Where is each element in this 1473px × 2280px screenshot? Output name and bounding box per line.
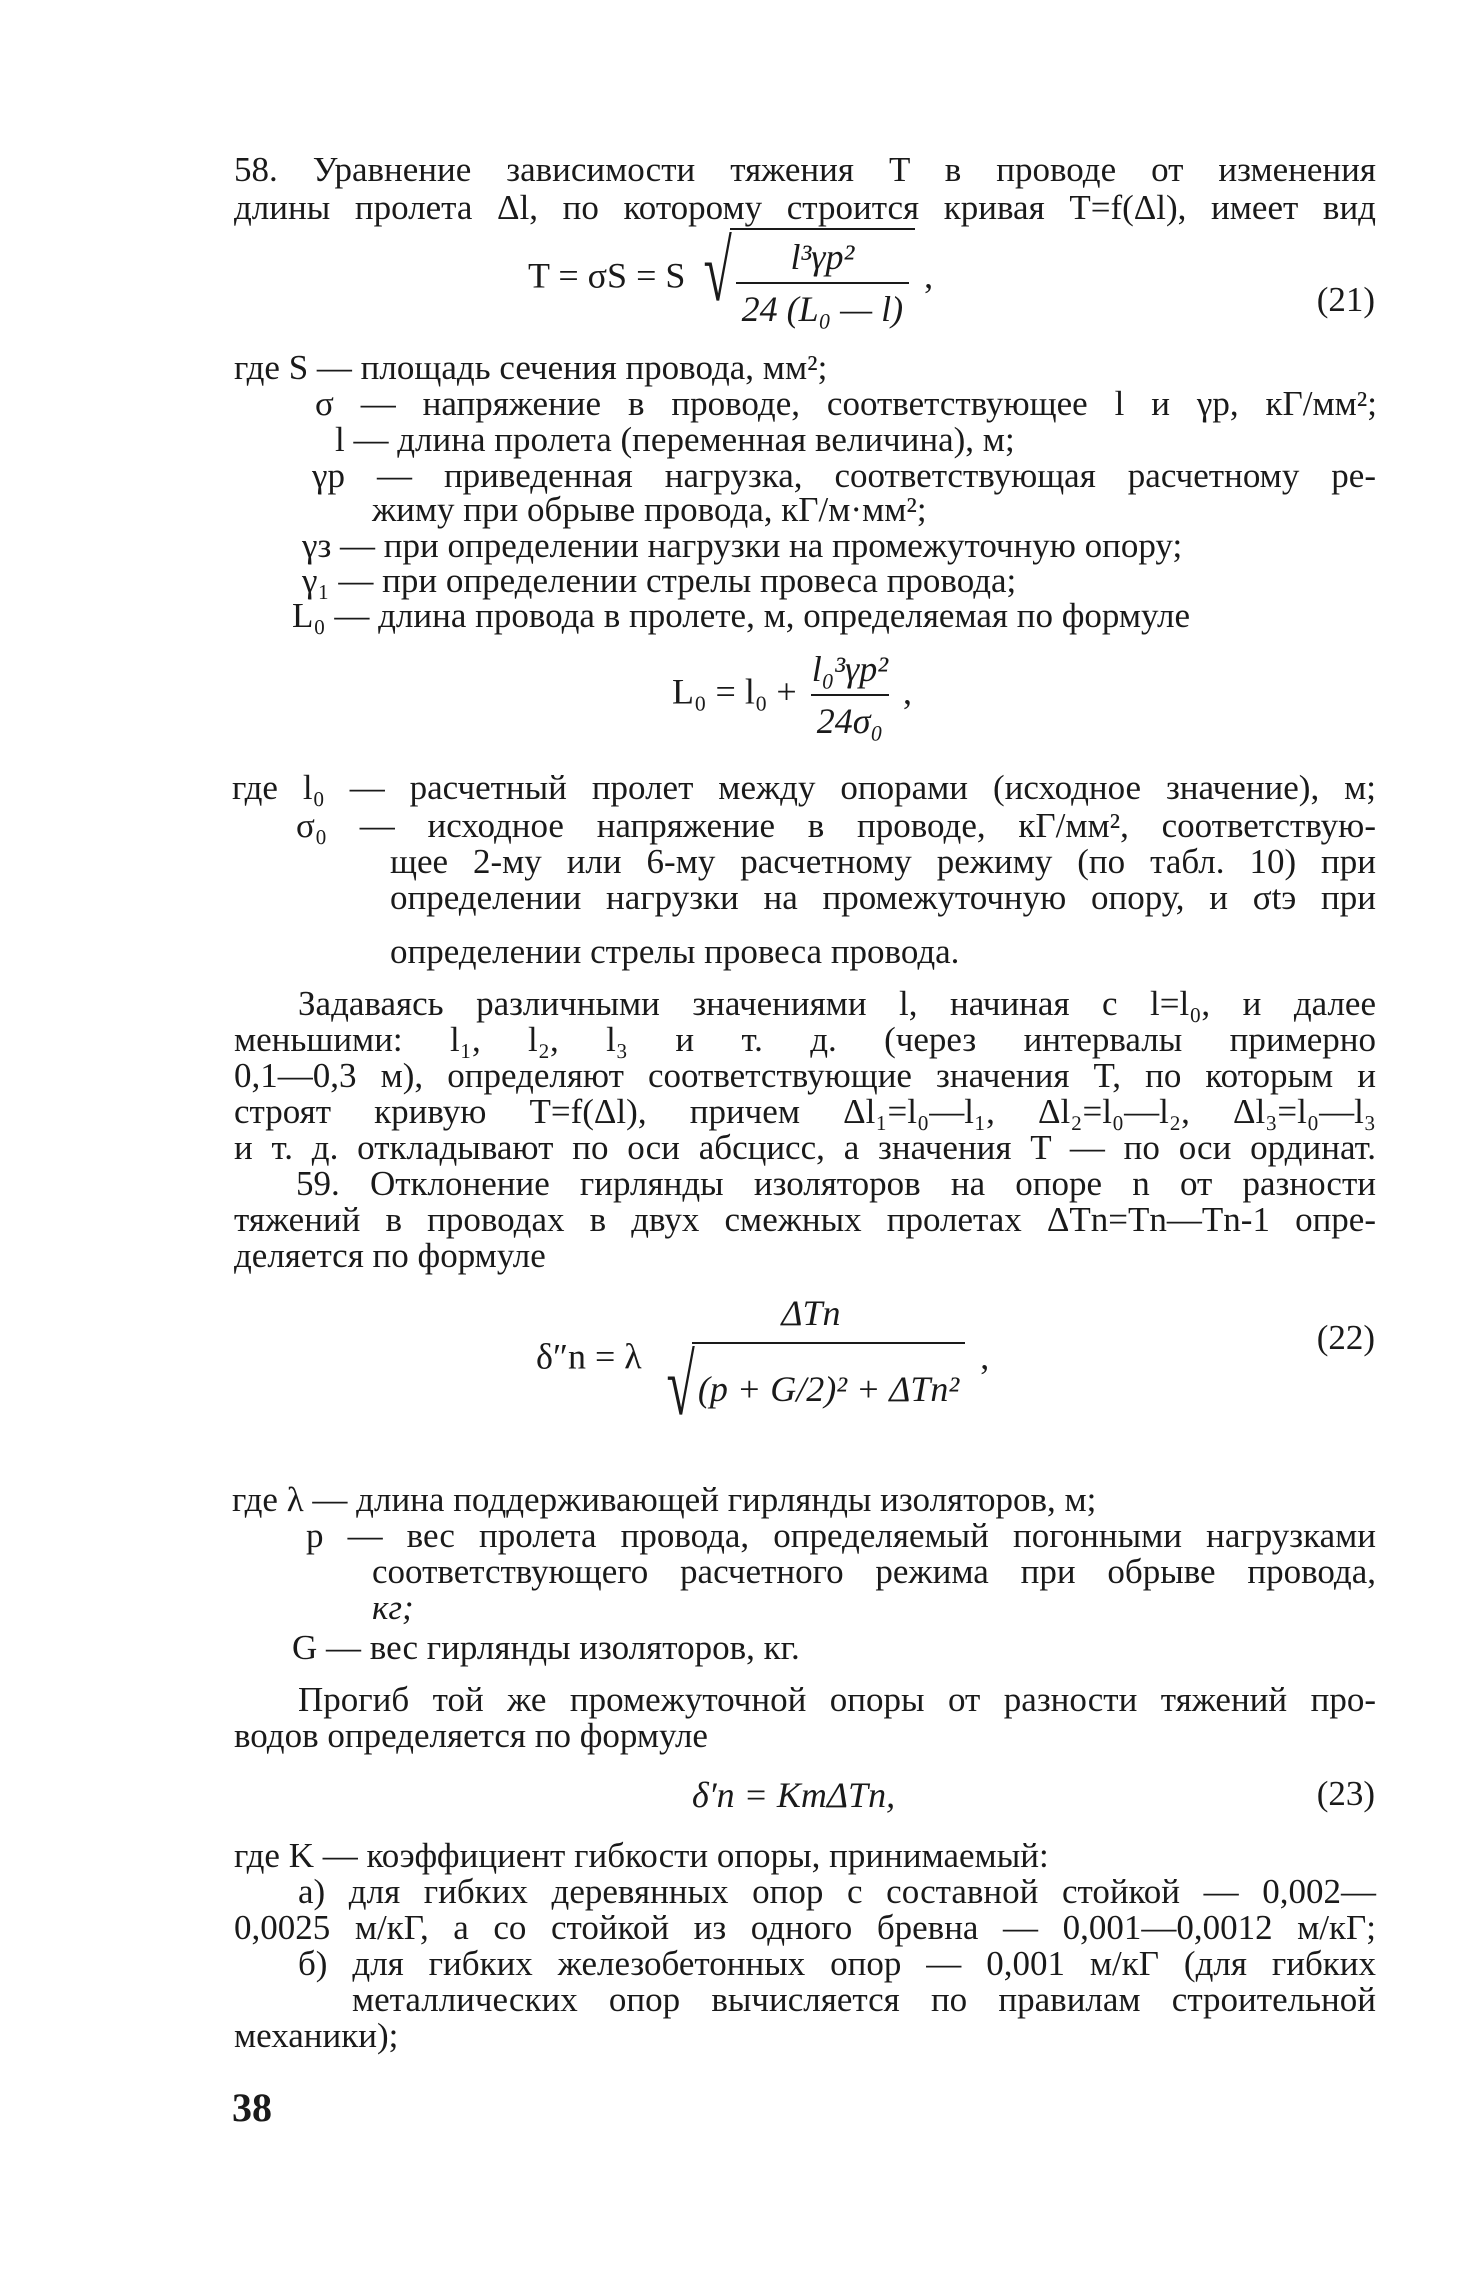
def-K: где K — коэффициент гибкости опоры, принимаемый: (234, 1836, 1049, 1875)
def-gamma-p: γp — приведенная нагрузка, соответствующая расчетному ре- (312, 456, 1376, 495)
equation-21-lhs: T = σS = S (528, 255, 686, 296)
equation-21-denominator: 24 (L₀ — l) (736, 282, 910, 330)
equation-22-trail: , (980, 1336, 990, 1377)
equation-L0 (672, 648, 912, 742)
paragraph-1-line-1: Задаваясь различными значениями l, начиная с l=l₀, и далее (298, 984, 1376, 1023)
def-gamma-3: γз — при определении нагрузки на промежуточную опору; (302, 526, 1183, 565)
equation-L0-fraction (806, 648, 894, 742)
equation-23-number: (23) (1316, 1774, 1375, 1813)
paragraph-2-line-2: водов определяется по формуле (234, 1716, 708, 1755)
equation-21-fraction (736, 236, 910, 330)
def-G: G — вес гирлянды изоляторов, кг. (292, 1628, 800, 1667)
def-L0: L₀ — длина провода в пролете, м, определяемая по формуле (292, 596, 1191, 635)
def-p-cont-2: кг; (372, 1588, 414, 1627)
section-59-line-2: тяжений в проводах в двух смежных пролетах ΔTn=Tn—Tn-1 опре- (234, 1200, 1376, 1239)
def-sigma0-cont-3: определении стрелы провеса провода. (390, 932, 960, 971)
def-K-item-b-cont-2: механики); (234, 2016, 399, 2055)
def-sigma0-cont-1: щее 2-му или 6-му расчетному режиму (по табл. 10) при (390, 842, 1376, 881)
section-59-line-1: 59. Отклонение гирлянды изоляторов на опоре n от разности (296, 1164, 1376, 1203)
equation-23: δ′n = KmΔTn, (692, 1775, 896, 1815)
equation-21-trail: , (924, 255, 934, 296)
def-lambda: где λ — длина поддерживающей гирлянды изоляторов, м; (232, 1480, 1097, 1519)
equation-22-radicand: (p + G/2)² + ΔTn² (692, 1342, 965, 1428)
equation-L0-lhs: L₀ = l₀ + (672, 671, 797, 712)
def-sigma: σ — напряжение в проводе, соответствующее l и γp, кГ/мм²; (315, 384, 1377, 423)
equation-21-sqrt: √ $\frac{\text{l³γp²}}{\text{24 (L₀ — l)}}$ (694, 228, 915, 330)
equation-22-numerator: ΔTn (781, 1293, 841, 1333)
def-sigma0: σ₀ — исходное напряжение в проводе, кГ/мм², соответствую- (296, 806, 1376, 845)
paragraph-1-line-2: меньшими: l₁, l₂, l₃ и т. д. (через интервалы примерно (234, 1020, 1376, 1059)
def-S: где S — площадь сечения провода, мм²; (234, 348, 828, 387)
def-l: l — длина пролета (переменная величина), м; (335, 420, 1015, 459)
paragraph-1-line-3: 0,1—0,3 м), определяют соответствующие значения T, по которым и (234, 1056, 1376, 1095)
equation-22-sqrt: √ (p + G/2)² + ΔTn² (657, 1342, 966, 1428)
paragraph-2-line-1: Прогиб той же промежуточной опоры от разности тяжений про- (298, 1680, 1376, 1719)
equation-22-fraction (651, 1292, 972, 1433)
def-sigma0-cont-2: определении нагрузки на промежуточную опору, и σtэ при (390, 878, 1376, 917)
equation-L0-trail: , (903, 671, 912, 712)
equation-21-number: (21) (1316, 280, 1375, 319)
equation-22-number: (22) (1316, 1318, 1375, 1357)
section-59-line-3: деляется по формуле (234, 1236, 546, 1275)
def-K-item-a-cont: 0,0025 м/кГ, а со стойкой из одного бревна — 0,001—0,0012 м/кГ; (234, 1908, 1376, 1947)
section-58-line-2: длины пролета Δl, по которому строится кривая T=f(Δl), имеет вид (234, 188, 1376, 227)
equation-22-lhs: δ″n = λ (536, 1336, 642, 1377)
equation-21 (528, 223, 934, 330)
page-number: 38 (232, 2085, 272, 2130)
equation-L0-denominator: 24σ₀ (811, 694, 889, 742)
def-K-item-b: б) для гибких железобетонных опор — 0,001 м/кГ (для гибких (298, 1944, 1376, 1983)
def-p: p — вес пролета провода, определяемый погонными нагрузками (306, 1516, 1376, 1555)
def-l0: где l₀ — расчетный пролет между опорами (исходное значение), м; (232, 768, 1376, 807)
def-p-cont-1: соответствующего расчетного режима при обрыве провода, (372, 1552, 1376, 1591)
equation-22 (536, 1292, 990, 1433)
equation-L0-numerator: l₀³γp² (811, 649, 888, 689)
def-gamma-p-cont: жиму при обрыве провода, кГ/м·мм²; (372, 490, 927, 529)
def-gamma-1: γ₁ — при определении стрелы провеса провода; (302, 561, 1017, 600)
equation-21-numerator: l³γp² (790, 237, 855, 277)
paragraph-1-line-4: строят кривую T=f(Δl), причем Δl₁=l₀—l₁, Δl₂=l₀—l₂, Δl₃=l₀—l₃ (234, 1092, 1376, 1131)
section-58-line-1: 58. Уравнение зависимости тяжения T в проводе от изменения (234, 150, 1376, 189)
def-K-item-a: а) для гибких деревянных опор с составной стойкой — 0,002— (298, 1872, 1376, 1911)
paragraph-1-line-5: и т. д. откладывают по оси абсцисс, а значения T — по оси ординат. (234, 1128, 1376, 1167)
equation-22-denominator (651, 1337, 972, 1433)
def-K-item-b-cont-1: металлических опор вычисляется по правилам строительной (352, 1980, 1376, 2019)
